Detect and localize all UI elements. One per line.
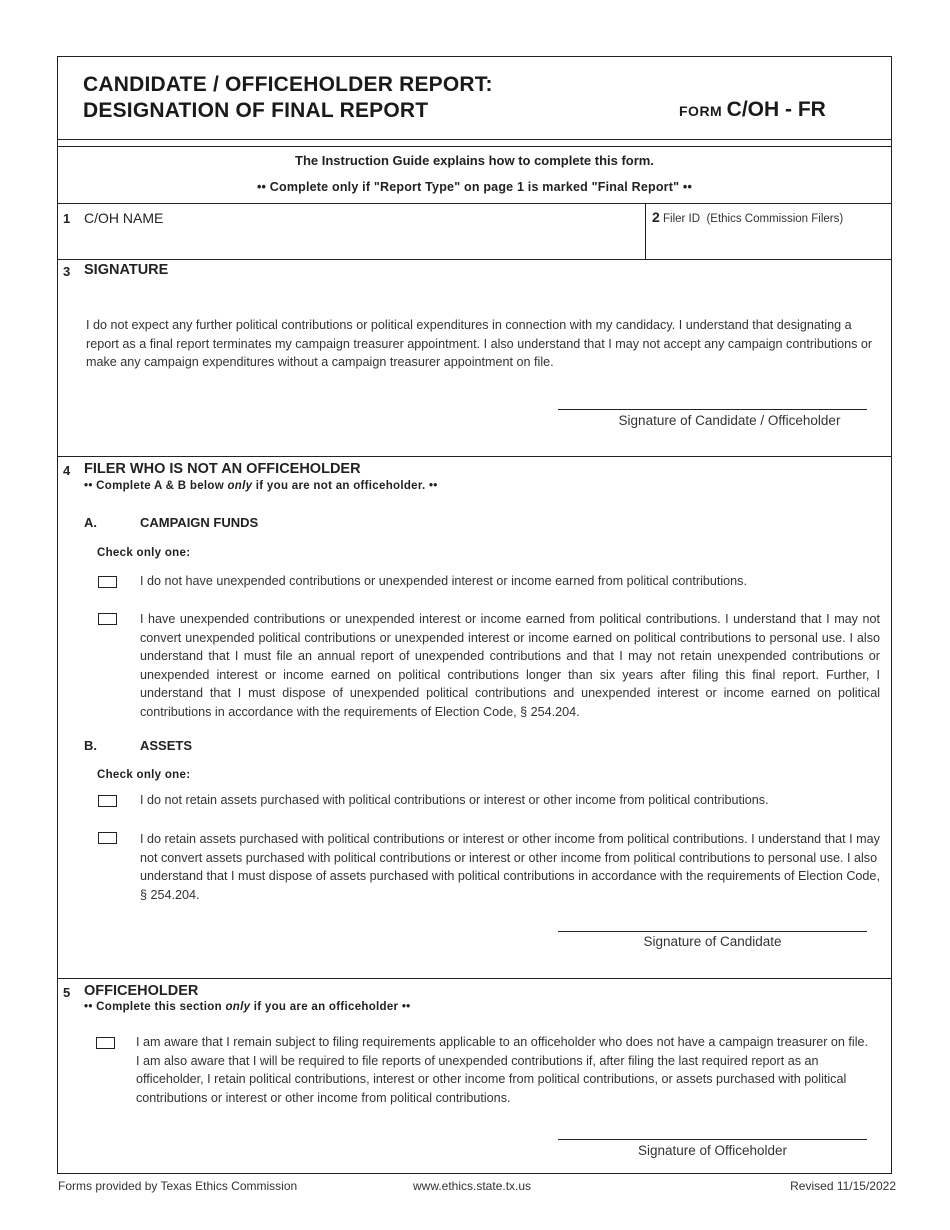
filer-id-field[interactable]: [650, 228, 888, 256]
subsection-a-letter: A.: [84, 515, 97, 530]
section2-number: 2: [652, 209, 660, 225]
subsection-b-letter: B.: [84, 738, 97, 753]
footer-revised-date: Revised 11/15/2022: [790, 1179, 896, 1193]
assets-check-only: Check only one:: [97, 769, 191, 781]
section3-number: 3: [63, 264, 71, 279]
form-title: [83, 72, 493, 124]
retained-assets-checkbox[interactable]: [98, 832, 117, 844]
officeholder-acknowledgement-text: I am aware that I remain subject to filing requirements applicable to an officeholder who does not have a campaign treasurer on file. I am also aware that I will be required to file reports of unexpended contributions if, after filing the last required report as an officeholder, I retain political contributions, interest or other income from political contributions, or assets purchased with political contributions or interest or other income from political contributions.: [136, 1035, 869, 1105]
section4-title: FILER WHO IS NOT AN OFFICEHOLDER: [84, 461, 361, 477]
section1-top-border: [57, 203, 892, 204]
no-unexpended-contributions-text: I do not have unexpended contributions or unexpended interest or income earned from political contributions.: [140, 574, 747, 588]
section4-note: [84, 480, 438, 492]
form-title-line2: DESIGNATION OF FINAL REPORT: [83, 99, 429, 122]
section4-number: 4: [63, 463, 71, 478]
coh-name-field[interactable]: [82, 230, 642, 256]
section4-note-pre: •• Complete A & B below: [84, 480, 228, 492]
section5-note-post: if you are an officeholder ••: [250, 1001, 411, 1013]
section3-title: SIGNATURE: [84, 262, 169, 278]
section3-statement: I do not expect any further political contributions or political expenditures in connection with my candidacy. I understand that designating a report as a final report terminates my campaign treasurer appointment. I also understand that I may not accept any campaign contributions or make any campaign expenditures without a campaign treasurer appointment on file.: [86, 318, 873, 370]
has-unexpended-contributions-text: I have unexpended contributions or unexpended interest or income earned from political contributions. I understand that I may not convert unexpended political contributions or unexpended interest or income earned on political contributions to personal use. I also understand that I must file an annual report of unexpended contributions and that I may not retain unexpended contributions or unexpended interest or income earned on political contributions longer than six years after filing this final report. Further, I understand that I must dispose of unexpended political contributions and unexpended interest or income earned on political contributions in accordance with the requirements of Election Code, § 254.204.: [140, 612, 880, 719]
filer-id-label-group: [652, 209, 843, 225]
header-divider-top: [57, 139, 892, 140]
section4-note-emphasis: only: [227, 480, 253, 492]
filer-id-label: Filer ID: [663, 213, 701, 225]
section5-note-emphasis: only: [225, 1001, 251, 1013]
assets-title: ASSETS: [140, 738, 193, 753]
candidate-officeholder-signature-label: Signature of Candidate / Officeholder: [618, 413, 841, 428]
section2-divider: [645, 203, 646, 259]
instruction-guide-text: The Instruction Guide explains how to complete this form.: [295, 153, 654, 168]
section5-note: [84, 1001, 410, 1013]
candidate-signature-label: Signature of Candidate: [643, 934, 782, 949]
no-retained-assets-checkbox[interactable]: [98, 795, 117, 807]
section5-note-pre: •• Complete this section: [84, 1001, 226, 1013]
form-title-line1: CANDIDATE / OFFICEHOLDER REPORT:: [83, 73, 493, 96]
no-unexpended-contributions-checkbox[interactable]: [98, 576, 117, 588]
form-prefix: FORM: [679, 103, 723, 119]
retained-assets-text: I do retain assets purchased with political contributions or interest or other income from political contributions. I understand that I may not convert assets purchased with political contributions or interest or other income from political contributions to personal use. I also understand that I must dispose of assets purchased with political contributions in accordance with the requirements of Election Code, § 254.204.: [140, 832, 880, 902]
officeholder-signature-line[interactable]: [558, 1139, 867, 1140]
campaign-funds-title: CAMPAIGN FUNDS: [140, 515, 259, 530]
section3-top-border: [57, 259, 892, 260]
officeholder-signature-label: Signature of Officeholder: [637, 1143, 788, 1158]
form-identifier: [679, 98, 826, 122]
final-report-note: •• Complete only if "Report Type" on page 1 is marked "Final Report" ••: [256, 180, 693, 194]
candidate-signature-line[interactable]: [558, 931, 867, 932]
coh-name-label: C/OH NAME: [84, 210, 164, 226]
section4-note-post: if you are not an officeholder. ••: [252, 480, 438, 492]
no-retained-assets-text: I do not retain assets purchased with political contributions or interest or other income from political contributions.: [140, 793, 769, 807]
section5-number: 5: [63, 985, 71, 1000]
campaign-funds-check-only: Check only one:: [97, 547, 191, 559]
has-unexpended-contributions-checkbox[interactable]: [98, 613, 117, 625]
candidate-officeholder-signature-line[interactable]: [558, 409, 867, 410]
section5-title: OFFICEHOLDER: [84, 983, 199, 999]
footer-provider: Forms provided by Texas Ethics Commission: [58, 1179, 298, 1193]
form-code: C/OH - FR: [726, 98, 826, 121]
filer-id-note: (Ethics Commission Filers): [706, 213, 844, 225]
footer-website[interactable]: www.ethics.state.tx.us: [413, 1179, 532, 1193]
officeholder-acknowledgement-checkbox[interactable]: [96, 1037, 115, 1049]
section1-number: 1: [63, 211, 71, 226]
section5-top-border: [57, 978, 892, 979]
section4-top-border: [57, 456, 892, 457]
header-divider-bottom: [57, 146, 892, 147]
